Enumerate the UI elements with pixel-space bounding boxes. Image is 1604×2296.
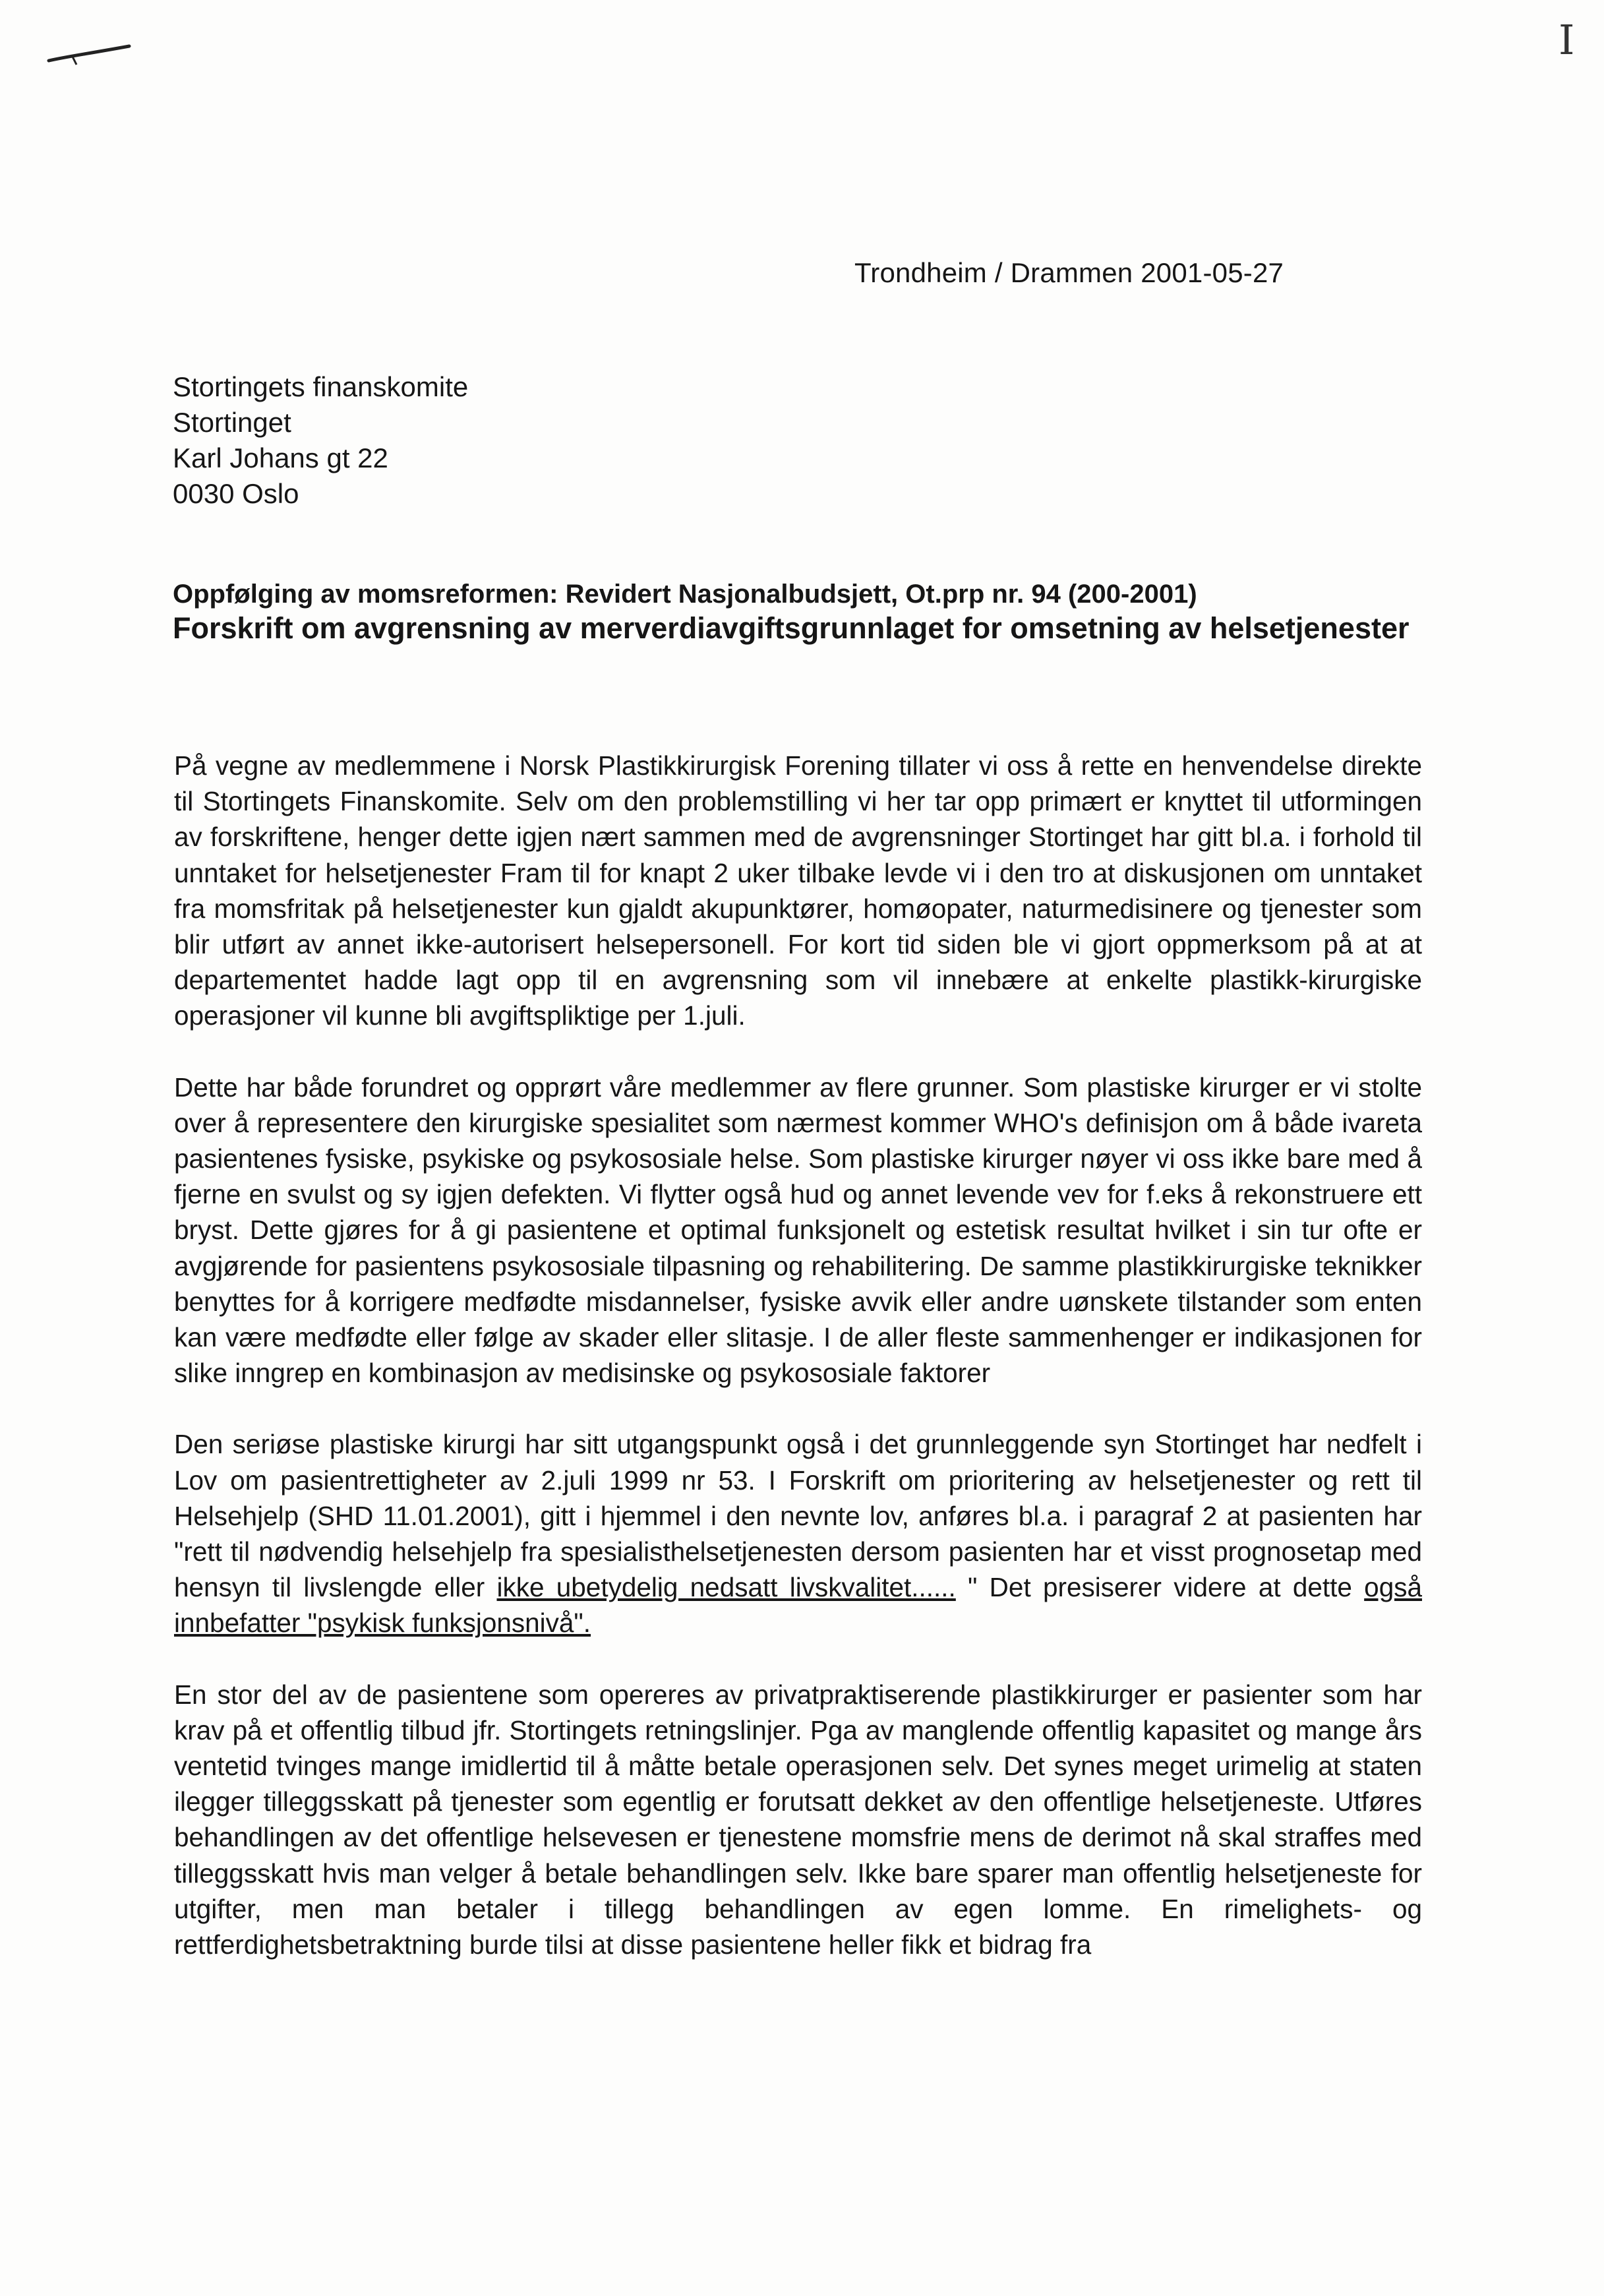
underlined-quote: også innbefatter "psykisk funksjonsnivå".	[174, 1572, 1422, 1639]
paragraph	[174, 1426, 1422, 1641]
recipient-line: 0030 Oslo	[173, 478, 299, 509]
paragraph-text: " Det presiserer videre at dette	[955, 1572, 1365, 1603]
letter-body	[174, 748, 1422, 1998]
subject-line: Oppfølging av momsreformen: Revidert Nasjonalbudsjett, Ot.prp nr. 94 (200-2001)	[173, 580, 1197, 609]
paragraph: En stor del av de pasientene som opereres av privatpraktiserende plastikkirurger er pasienter som har krav på et offentlig tilbud jfr. Stortingets retningslinjer. Pga av manglende offentlig kapasitet og mange års ventetid tvinges mange imidlertid til å måtte betale operasjonen selv. Det synes meget urimelig at staten ilegger tilleggsskatt på tjenester som egentlig er forutsatt dekket av den offentlige helsetjeneste. Utføres behandlingen av det offentlige helsevesen er tjenestene momsfrie mens de derimot nå skal straffes med tilleggsskatt hvis man velger å betale behandlingen selv. Ikke bare sparer man offentlig helsetjeneste for utgifter, men man betaler i tillegg behandlingen av egen lomme. En rimelighets- og rettferdighetsbetraktning burde tilsi at disse pasientene heller fikk et bidrag fra	[174, 1679, 1422, 1960]
recipient-line: Stortingets finanskomite	[173, 371, 469, 402]
underlined-quote: ikke ubetydelig nedsatt livskvalitet......	[496, 1572, 956, 1603]
recipient-address	[173, 369, 468, 512]
place-date: Trondheim / Drammen 2001-05-27	[854, 257, 1284, 288]
pen-stroke-mark	[46, 41, 132, 67]
recipient-line: Karl Johans gt 22	[173, 442, 388, 473]
paragraph: På vegne av medlemmene i Norsk Plastikkirurgisk Forening tillater vi oss å rette en henvendelse direkte til Stortingets Finanskomite. Selv om den problemstilling vi her tar opp primært er knyttet til utformingen av forskriftene, henger dette igjen nært sammen med de avgrensninger Stortinget har gitt bl.a. i forhold til unntaket for helsetjenester Fram til for knapt 2 uker tilbake levde vi i den tro at diskusjonen om unntaket fra momsfritak på helsetjenester kun gjaldt akupunktører, homøopater, naturmedisinere og tjenester som blir utført av annet ikke-autorisert helsepersonell. For kort tid siden ble vi gjort oppmerksom på at at departementet hadde lagt opp til en avgrensning som vil innebære at enkelte plastikk-kirurgiske operasjoner vil kunne bli avgiftspliktige per 1.juli.	[174, 750, 1422, 1031]
subject-heading	[173, 577, 1425, 646]
paragraph-text: Den seriøse plastiske kirurgi har sitt utgangspunkt også i det grunnleggende syn Stortinget har nedfelt i Lov om pasientrettigheter av 2.juli 1999 nr 53. I Forskrift om prioritering av helsetjenester og rett til Helsehjelp (SHD 11.01.2001), gitt i hjemmel i den nevnte lov, anføres bl.a. i paragraf 2 at pasienten har "rett til nødvendig helsehjelp fra spesialisthelsetjenesten dersom pasienten har et visst prognosetap med hensyn til livslengde eller	[174, 1429, 1422, 1603]
corner-mark: I	[1559, 16, 1575, 64]
subject-line: Forskrift om avgrensning av merverdiavgiftsgrunnlaget for omsetning av helsetjenester	[173, 611, 1410, 645]
paragraph: Dette har både forundret og opprørt våre medlemmer av flere grunner. Som plastiske kirurger er vi stolte over å representere den kirurgiske spesialitet som nærmest kommer WHO's definisjon om å både ivareta pasientenes fysiske, psykiske og psykososiale helse. Som plastiske kirurger nøyer vi oss ikke bare med å fjerne en svulst og sy igjen defekten. Vi flytter også hud og annet levende vev for f.eks å rekonstruere ett bryst. Dette gjøres for å gi pasientene et optimal funksjonelt og estetisk resultat hvilket i sin tur ofte er avgjørende for pasientens psykososiale tilpasning og rehabilitering. De samme plastikkirurgiske teknikker benyttes for å korrigere medfødte misdannelser, fysiske avvik eller andre uønskete tilstander som enten kan være medfødte eller følge av skader eller slitasje. I de aller fleste sammenhenger er indikasjonen for slike inngrep en kombinasjon av medisinske og psykososiale faktorer	[174, 1072, 1422, 1389]
recipient-line: Stortinget	[173, 407, 291, 438]
